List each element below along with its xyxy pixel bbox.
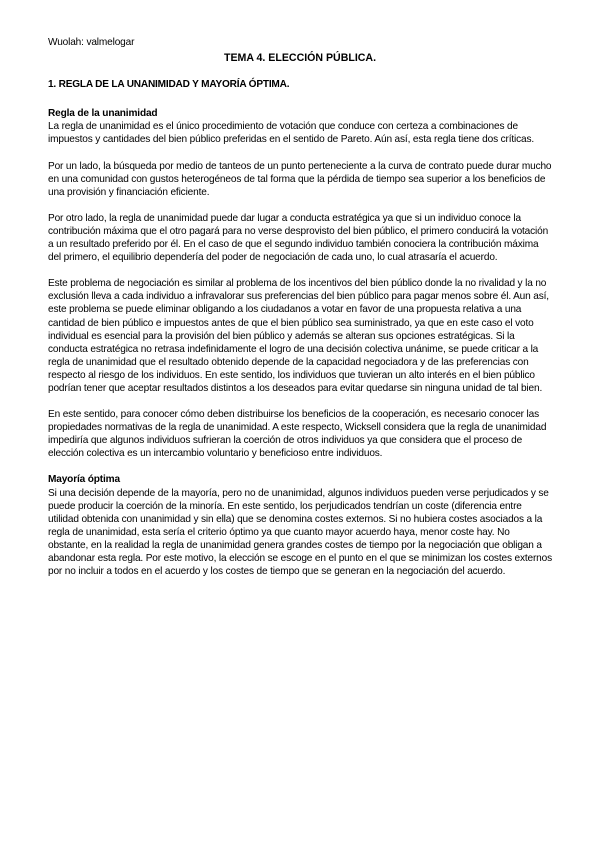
paragraph: Si una decisión depende de la mayoría, pero no de unanimidad, algunos individuos pueden verse perjudicados y se puede producir la coerción de la minoría. En este sentido, los perjudicados tendrían un coste (diferencia entre utilidad obtenida con unanimidad y sin ella) que se denomina costes externos. Si no hubiera costes asociados a la regla de unanimidad, esta sería el criterio óptimo ya que cuanto mayor acuerdo haya, menor coste hay. No obstante, en la realidad la regla de unanimidad genera grandes costes de tiempo por la negociación que obligan a abandonar esta regla. Por este motivo, la elección se escoge en el punto en el que se minimizan los costes externos por no incluir a todos en el acuerdo y los costes de tiempo que se generan en la negociación del acuerdo. [48,487,553,578]
subheading-unanimity: Regla de la unanimidad [48,108,158,120]
paragraph: En este sentido, para conocer cómo deben distribuirse los beneficios de la cooperación, es necesario conocer las propiedades normativas de la regla de unanimidad. A este respecto, Wicksell considera que la regla de unanimidad impediría que algunos individuos sufrieran la coerción de otros individuos ya que considera que el proceso de elección colectiva es un intercambio voluntario y beneficioso entre individuos. [48,409,547,460]
paragraph: Por otro lado, la regla de unanimidad puede dar lugar a conducta estratégica ya que si un individuo conoce la contribución máxima que el otro pagará para no verse desprovisto del bien público, el primero conducirá la votación a un resultado preferido por él. En el caso de que el segundo individuo también conociera la contribución máxima del primero, el equilibrio dependería del poder de negociación de cada uno, lo cual atrasaría el acuerdo. [48,212,549,264]
subheading-majority: Mayoría óptima [48,474,120,486]
paragraph: Este problema de negociación es similar al problema de los incentivos del bien público donde la no rivalidad y la no exclusión lleva a cada individuo a infravalorar sus preferencias del bien público para pagar menos sobre él. Aun así, este problema se puede eliminar obligando a los ciudadanos a votar en favor de una propuesta relativa a una cantidad de bien público e impuestos antes de que el bien público sea suministrado, ya que en este caso el voto individual es esencial para la provisión del bien público y además se alteran sus opciones estratégicas. Si la conducta estratégica no retrasa indefinidamente el logro de una decisión colectiva unánime, se puede criticar a la regla de unanimidad que el resultado obtenido depende de la capacidad negociadora y de las preferencias con respecto al riesgo de los individuos. En este sentido, los individuos que tuvieran un alto interés en el bien público podrían tener que aceptar resultados distintos a los deseados para evitar quedarse sin ninguna unidad de tal bien. [48,278,549,394]
section-heading: 1. REGLA DE LA UNANIMIDAD Y MAYORÍA ÓPTIMA. [48,79,290,91]
paragraph: La regla de unanimidad es el único procedimiento de votación que conduce con certeza a combinaciones de impuestos y cantidades del bien público preferidas en el sentido de Pareto. Aún así, esta regla tiene dos críticas. [48,121,535,146]
document-page [48,36,552,578]
page-title: TEMA 4. ELECCIÓN PÚBLICA. [223,52,377,65]
watermark: Wuolah: valmelogar [48,37,135,48]
paragraph: Por un lado, la búsqueda por medio de tanteos de un punto perteneciente a la curva de contrato puede durar mucho en una comunidad con gustos heterogéneos de tal forma que la pérdida de tiempo sea superior a los beneficios de una provisión y financiación eficiente. [48,160,552,198]
